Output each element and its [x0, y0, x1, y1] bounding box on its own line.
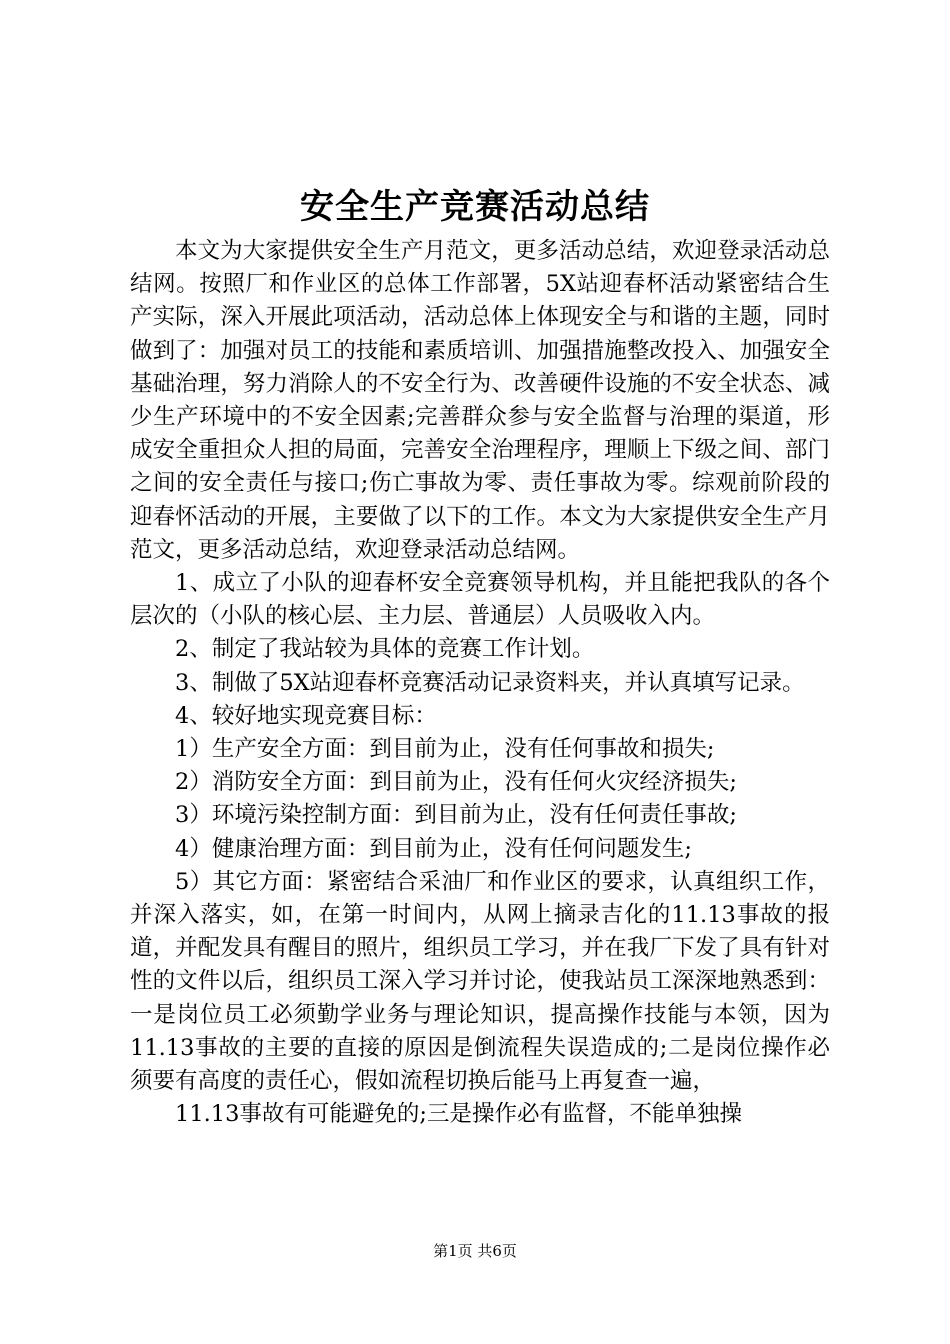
paragraph-intro: 本文为大家提供安全生产月范文，更多活动总结，欢迎登录活动总结网。按照厂和作业区的总体工作部署，5X站迎春杯活动紧密结合生产实际，深入开展此项活动，活动总体上体现安全与和谐的主题，同时做到了：加强对员工的技能和素质培训、加强措施整改投入、加强安全基础治理，努力消除人的不安全行为、改善硬件设施的不安全状态、减少生产环境中的不安全因素;完善群众参与安全监督与治理的渠道，形成安全重担众人担的局面，完善安全治理程序，理顺上下级之间、部门之间的安全责任与接口;伤亡事故为零、责任事故为零。综观前阶段的迎春怀活动的开展，主要做了以下的工作。本文为大家提供安全生产月范文，更多活动总结，欢迎登录活动总结网。: [130, 238, 830, 563]
paragraph-subitem-2: 2）消防安全方面：到目前为止，没有任何火灾经济损失;: [175, 769, 737, 796]
paragraph-subitem-4: 4）健康治理方面：到目前为止，没有任何问题发生;: [175, 835, 692, 862]
document-title: 安全生产竞赛活动总结: [300, 187, 650, 227]
paragraph-continuation: 11.13事故有可能避免的;三是操作必有监督，不能单独操: [175, 1101, 742, 1128]
page-footer: 第1页 共6页: [433, 1242, 517, 1260]
paragraph-subitem-1: 1）生产安全方面：到目前为止，没有任何事故和损失;: [175, 736, 715, 763]
paragraph-item-3: 3、制做了5X站迎春杯竞赛活动记录资料夹，并认真填写记录。: [175, 669, 805, 696]
paragraph-item-1: 1、成立了小队的迎春杯安全竞赛领导机构，并且能把我队的各个层次的（小队的核心层、主力层、普通层）人员吸收入内。: [130, 570, 830, 630]
paragraph-subitem-3: 3）环境污染控制方面：到目前为止，没有任何责任事故;: [175, 802, 737, 829]
paragraph-item-4: 4、较好地实现竞赛目标：: [175, 702, 437, 729]
paragraph-item-2: 2、制定了我站较为具体的竞赛工作计划。: [175, 636, 595, 663]
paragraph-subitem-5: 5）其它方面：紧密结合采油厂和作业区的要求，认真组织工作，并深入落实，如，在第一时间内，从网上摘录吉化的11.13事故的报道，并配发具有醒目的照片，组织员工学习，并在我厂下发了具有针对性的文件以后，组织员工深入学习并讨论，使我站员工深深地熟悉到：一是岗位员工必须勤学业务与理论知识，提高操作技能与本领，因为11.13事故的主要的直接的原因是倒流程失误造成的;二是岗位操作必须要有高度的责任心，假如流程切换后能马上再复查一遍，: [130, 868, 830, 1095]
document-body: [130, 235, 830, 1131]
